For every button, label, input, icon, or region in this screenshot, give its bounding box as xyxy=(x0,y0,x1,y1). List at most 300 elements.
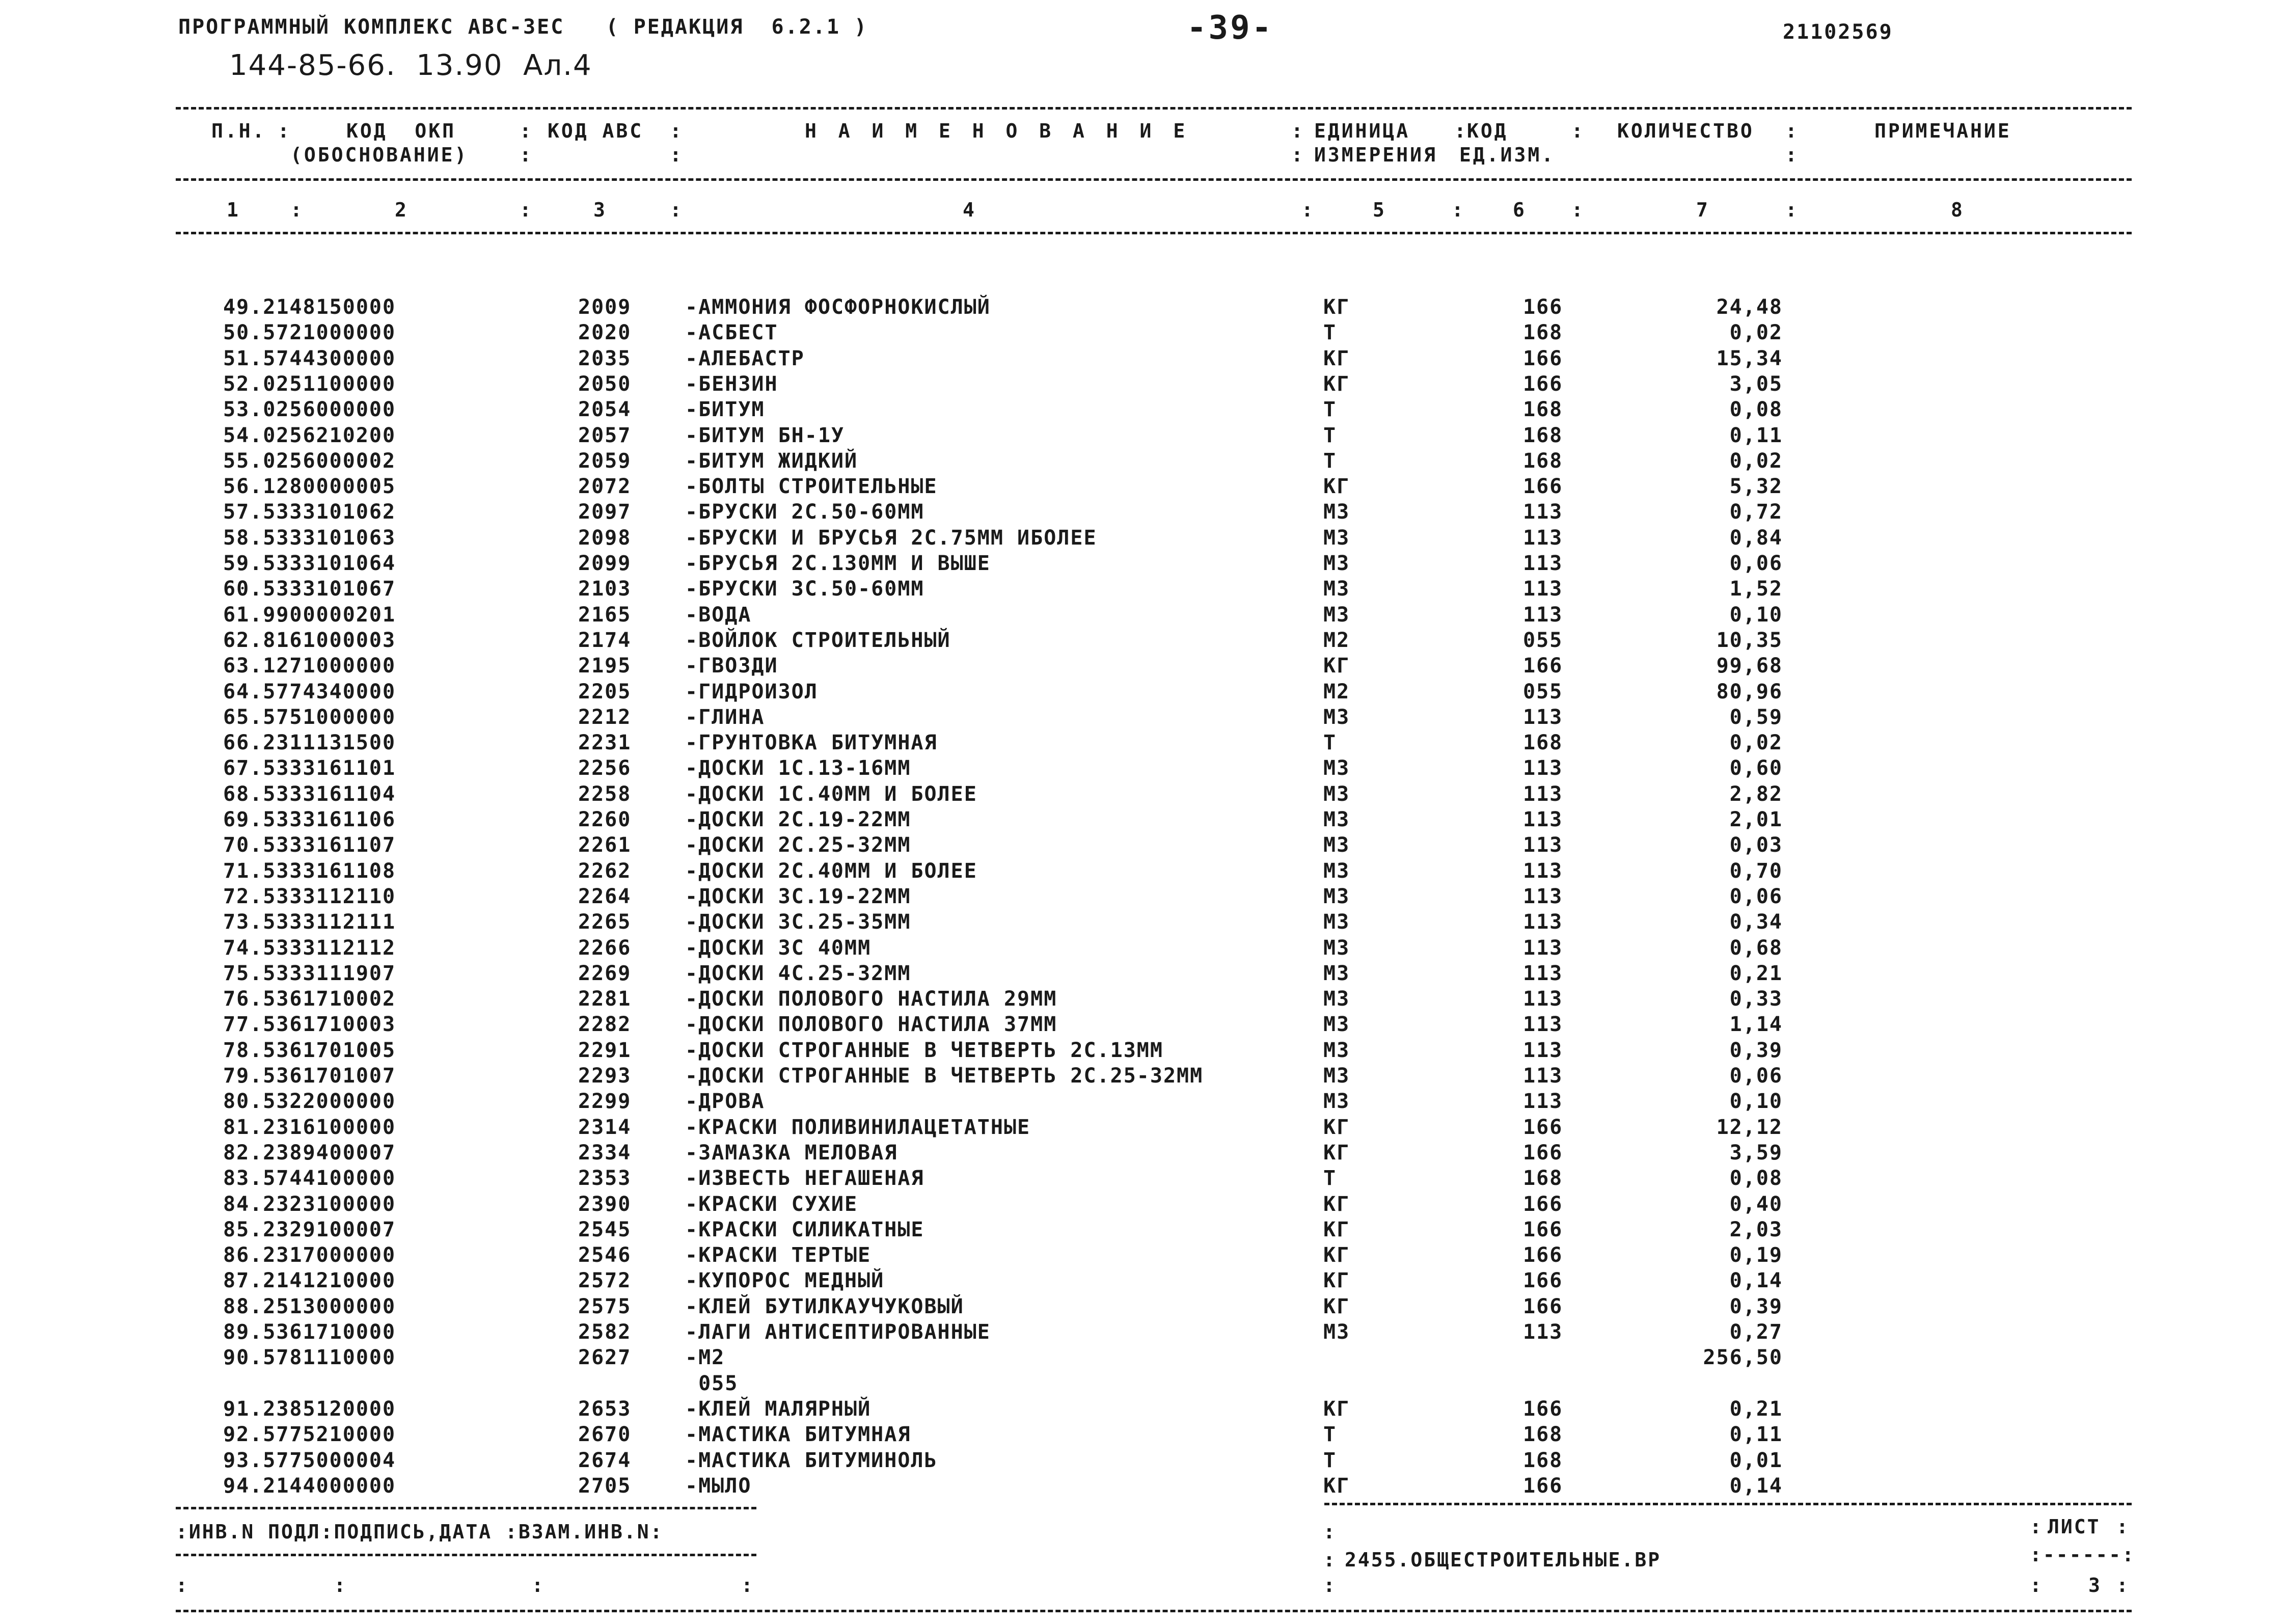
cell-name: -БОЛТЫ СТРОИТЕЛЬНЫЕ xyxy=(685,475,938,498)
cell-pn: 61.9900000201 xyxy=(223,603,396,627)
cell-qty: 2,82 xyxy=(1729,782,1783,806)
cell-unit: М3 xyxy=(1323,859,1350,883)
col-okp-header: КОД ОКП xyxy=(346,120,456,142)
col-num-3: 3 xyxy=(593,199,605,221)
cell-qty: 0,27 xyxy=(1729,1320,1783,1344)
table-row xyxy=(0,475,2286,500)
cell-ucode: 166 xyxy=(1523,1295,1563,1318)
table-row xyxy=(0,962,2286,987)
table-row xyxy=(0,680,2286,706)
cell-name: -ГЛИНА xyxy=(685,706,765,729)
cell-abc: 2264 xyxy=(578,885,632,908)
table-row xyxy=(0,782,2286,808)
cell-qty: 0,06 xyxy=(1729,885,1783,908)
cell-abc: 2165 xyxy=(578,603,632,627)
cell-abc: 2546 xyxy=(578,1243,632,1267)
table-row xyxy=(0,1295,2286,1320)
cell-qty: 0,02 xyxy=(1729,731,1783,754)
table-row xyxy=(0,1320,2286,1346)
cell-qty: 1,14 xyxy=(1729,1013,1783,1036)
cell-ucode: 113 xyxy=(1523,1320,1563,1344)
cell-name: -ГРУНТОВКА БИТУМНАЯ xyxy=(685,731,938,754)
cell-name: -МАСТИКА БИТУМНАЯ xyxy=(685,1423,911,1446)
cell-abc: 2269 xyxy=(578,962,632,985)
cell-ucode: 113 xyxy=(1523,756,1563,780)
cell-abc: 2266 xyxy=(578,936,632,960)
cell-abc: 2260 xyxy=(578,808,632,831)
cell-unit: М3 xyxy=(1323,1064,1350,1088)
cell-abc: 2072 xyxy=(578,475,632,498)
table-row xyxy=(0,577,2286,603)
cell-pn: 71.5333161108 xyxy=(223,859,396,883)
cell-name: -ДОСКИ 3С.25-35ММ xyxy=(685,910,911,934)
cell-unit: КГ xyxy=(1323,1295,1350,1318)
cell-name: -ДОСКИ 4С.25-32ММ xyxy=(685,962,911,985)
cell-qty: 0,01 xyxy=(1729,1449,1783,1472)
cell-unit: КГ xyxy=(1323,1218,1350,1241)
cell-abc: 2281 xyxy=(578,987,632,1011)
cell-unit: М3 xyxy=(1323,526,1350,550)
cell-pn: 50.5721000000 xyxy=(223,321,396,344)
table-row xyxy=(0,1269,2286,1294)
cell-ucode: 168 xyxy=(1523,1167,1563,1190)
section-title: 2455.ОБЩЕСТРОИТЕЛЬНЫЕ.ВР xyxy=(1345,1549,1662,1571)
cell-ucode: 113 xyxy=(1523,859,1563,883)
cell-unit: КГ xyxy=(1323,347,1350,370)
cell-pn: 86.2317000000 xyxy=(223,1243,396,1267)
col-ucode-header: КОД xyxy=(1467,120,1508,142)
cell-ucode: 055 xyxy=(1523,680,1563,703)
cell-pn: 54.0256210200 xyxy=(223,424,396,447)
cell-abc: 2575 xyxy=(578,1295,632,1318)
table-row xyxy=(0,885,2286,910)
cell-name: -ДОСКИ 2С.19-22ММ xyxy=(685,808,911,831)
cell-unit: Т xyxy=(1323,1167,1337,1190)
cell-qty: 0,60 xyxy=(1729,756,1783,780)
cell-name: -БИТУМ ЖИДКИЙ xyxy=(685,449,858,473)
cell-unit: М3 xyxy=(1323,577,1350,601)
cell-ucode: 166 xyxy=(1523,1397,1563,1421)
col-name-header: Н А И М Е Н О В А Н И Е xyxy=(805,120,1190,142)
rule-section-top xyxy=(1324,1503,2132,1505)
col-note-header: ПРИМЕЧАНИЕ xyxy=(1874,120,2011,142)
cell-unit: Т xyxy=(1323,449,1337,473)
cell-abc: 2261 xyxy=(578,833,632,857)
cell-name: -КРАСКИ СУХИЕ xyxy=(685,1193,858,1216)
cell-pn: 80.5322000000 xyxy=(223,1090,396,1113)
cell-qty: 3,05 xyxy=(1729,372,1783,396)
cell-pn: 59.5333101064 xyxy=(223,552,396,575)
sheet-label: ЛИСТ xyxy=(2048,1515,2101,1538)
rule-top xyxy=(176,107,2132,110)
cell-qty: 0,40 xyxy=(1729,1193,1783,1216)
cell-pn: 69.5333161106 xyxy=(223,808,396,831)
cell-unit: М3 xyxy=(1323,1320,1350,1344)
cell-ucode: 168 xyxy=(1523,731,1563,754)
cell-abc: 2258 xyxy=(578,782,632,806)
cell-name: -БРУСКИ 3С.50-60ММ xyxy=(685,577,924,601)
cell-pn: 93.5775000004 xyxy=(223,1449,396,1472)
cell-name: -КРАСКИ ТЕРТЫЕ xyxy=(685,1243,872,1267)
cell-abc: 2256 xyxy=(578,756,632,780)
cell-unit: М3 xyxy=(1323,808,1350,831)
cell-name: -КРАСКИ СИЛИКАТНЫЕ xyxy=(685,1218,924,1241)
cell-name: -КЛЕЙ БУТИЛКАУЧУКОВЫЙ xyxy=(685,1295,964,1318)
col-num-4: 4 xyxy=(963,199,974,221)
cell-unit: КГ xyxy=(1323,1116,1350,1139)
cell-ucode: 166 xyxy=(1523,1141,1563,1165)
cell-pn: 91.2385120000 xyxy=(223,1397,396,1421)
col-num-8: 8 xyxy=(1951,199,1963,221)
cell-ucode: 166 xyxy=(1523,1193,1563,1216)
cell-unit: КГ xyxy=(1323,1243,1350,1267)
col-ucode-subheader: ЕД.ИЗМ. xyxy=(1459,144,1556,166)
cell-abc: 2627 xyxy=(578,1346,632,1369)
cell-ucode: 168 xyxy=(1523,1449,1563,1472)
cell-pn: 64.5774340000 xyxy=(223,680,396,703)
table-row xyxy=(0,756,2286,782)
cell-unit: М3 xyxy=(1323,756,1350,780)
sheet-number: 3 xyxy=(2088,1574,2102,1596)
cell-abc: 2103 xyxy=(578,577,632,601)
cell-unit: М3 xyxy=(1323,706,1350,729)
cell-unit: Т xyxy=(1323,1423,1337,1446)
cell-unit: КГ xyxy=(1323,1269,1350,1292)
cell-abc: 2670 xyxy=(578,1423,632,1446)
cell-unit: М3 xyxy=(1323,1039,1350,1062)
cell-ucode: 168 xyxy=(1523,1423,1563,1446)
cell-unit: М2 xyxy=(1323,629,1350,652)
cell-name: -ДОСКИ СТРОГАННЫЕ В ЧЕТВЕРТЬ 2С.25-32ММ xyxy=(685,1064,1204,1088)
cell-abc: 2050 xyxy=(578,372,632,396)
cell-unit: М3 xyxy=(1323,936,1350,960)
cell-name: -МЫЛО xyxy=(685,1474,752,1498)
cell-ucode: 113 xyxy=(1523,910,1563,934)
cell-qty: 10,35 xyxy=(1716,629,1783,652)
cell-ucode: 168 xyxy=(1523,398,1563,421)
cell-unit: КГ xyxy=(1323,295,1350,319)
cell-ucode: 166 xyxy=(1523,347,1563,370)
cell-unit: Т xyxy=(1323,424,1337,447)
cell-qty: 15,34 xyxy=(1716,347,1783,370)
col-okp-subheader: (ОБОСНОВАНИЕ) xyxy=(290,144,469,166)
cell-unit: КГ xyxy=(1323,1193,1350,1216)
cell-pn: 68.5333161104 xyxy=(223,782,396,806)
cell-ucode: 166 xyxy=(1523,1243,1563,1267)
cell-qty: 0,02 xyxy=(1729,449,1783,473)
cell-ucode: 168 xyxy=(1523,321,1563,344)
cell-pn: 51.5744300000 xyxy=(223,347,396,370)
cell-name: -КУПОРОС МЕДНЫЙ xyxy=(685,1269,885,1292)
cell-pn: 55.0256000002 xyxy=(223,449,396,473)
cell-unit: М3 xyxy=(1323,833,1350,857)
cell-qty: 0,14 xyxy=(1729,1269,1783,1292)
table-row xyxy=(0,706,2286,731)
cell-pn: 58.5333101063 xyxy=(223,526,396,550)
cell-abc: 2353 xyxy=(578,1167,632,1190)
cell-abc: 2653 xyxy=(578,1397,632,1421)
cell-pn: 74.5333112112 xyxy=(223,936,396,960)
cell-unit: М3 xyxy=(1323,1090,1350,1113)
cell-pn: 82.2389400007 xyxy=(223,1141,396,1165)
col-num-7: 7 xyxy=(1696,199,1708,221)
stamp-fields: :ИНВ.N ПОДЛ:ПОДПИСЬ,ДАТА :ВЗАМ.ИНВ.N: xyxy=(176,1521,664,1543)
cell-name: -КЛЕЙ МАЛЯРНЫЙ xyxy=(685,1397,872,1421)
cell-pn: 77.5361710003 xyxy=(223,1013,396,1036)
cell-pn: 73.5333112111 xyxy=(223,910,396,934)
table-row xyxy=(0,936,2286,962)
cell-pn: 53.0256000000 xyxy=(223,398,396,421)
table-row xyxy=(0,1039,2286,1064)
col-unit-subheader: ИЗМЕРЕНИЯ xyxy=(1314,144,1437,166)
col-num-6: 6 xyxy=(1513,199,1525,221)
cell-ucode: 113 xyxy=(1523,526,1563,550)
col-pn-header: П.Н. xyxy=(211,120,266,142)
program-title: ПРОГРАММНЫЙ КОМПЛЕКС АВС-3ЕС ( РЕДАКЦИЯ 6.2.1 ) xyxy=(178,15,868,39)
cell-qty: 0,21 xyxy=(1729,962,1783,985)
table-row xyxy=(0,1141,2286,1167)
cell-unit: Т xyxy=(1323,1449,1337,1472)
cell-qty: 0,14 xyxy=(1729,1474,1783,1498)
cell-name: -АСБЕСТ xyxy=(685,321,778,344)
cell-abc: 2291 xyxy=(578,1039,632,1062)
cell-abc: 2174 xyxy=(578,629,632,652)
cell-name: -БРУСКИ 2С.50-60ММ xyxy=(685,500,924,524)
cell-qty: 0,70 xyxy=(1729,859,1783,883)
cell-name: -ДОСКИ 2С.40ММ И БОЛЕЕ xyxy=(685,859,977,883)
cell-qty: 80,96 xyxy=(1716,680,1783,703)
cell-name: 055 xyxy=(685,1372,739,1395)
cell-ucode: 113 xyxy=(1523,987,1563,1011)
cell-qty: 2,03 xyxy=(1729,1218,1783,1241)
cell-qty: 0,06 xyxy=(1729,552,1783,575)
table-row xyxy=(0,1346,2286,1371)
cell-qty: 24,48 xyxy=(1716,295,1783,319)
cell-pn: 49.2148150000 xyxy=(223,295,396,319)
cell-unit: М3 xyxy=(1323,603,1350,627)
cell-ucode: 113 xyxy=(1523,706,1563,729)
table-row xyxy=(0,1167,2286,1192)
cell-abc: 2314 xyxy=(578,1116,632,1139)
cell-name: -БРУСЬЯ 2С.130ММ И ВЫШЕ xyxy=(685,552,991,575)
cell-abc: 2195 xyxy=(578,654,632,678)
table-row xyxy=(0,526,2286,552)
cell-pn: 60.5333101067 xyxy=(223,577,396,601)
cell-pn: 65.5751000000 xyxy=(223,706,396,729)
cell-abc: 2097 xyxy=(578,500,632,524)
cell-abc: 2282 xyxy=(578,1013,632,1036)
cell-qty: 0,84 xyxy=(1729,526,1783,550)
table-row xyxy=(0,321,2286,346)
cell-ucode: 166 xyxy=(1523,295,1563,319)
table-row xyxy=(0,629,2286,654)
cell-unit: М3 xyxy=(1323,910,1350,934)
table-row xyxy=(0,603,2286,629)
cell-pn: 88.2513000000 xyxy=(223,1295,396,1318)
cell-qty: 0,06 xyxy=(1729,1064,1783,1088)
cell-ucode: 113 xyxy=(1523,577,1563,601)
table-row xyxy=(0,372,2286,398)
table-row xyxy=(0,1013,2286,1038)
cell-abc: 2265 xyxy=(578,910,632,934)
cell-unit: М3 xyxy=(1323,885,1350,908)
cell-name: -ГИДРОИЗОЛ xyxy=(685,680,818,703)
cell-unit: КГ xyxy=(1323,1397,1350,1421)
cell-name: -ДРОВА xyxy=(685,1090,765,1113)
cell-name: -ДОСКИ ПОЛОВОГО НАСТИЛА 37ММ xyxy=(685,1013,1057,1036)
cell-unit: М3 xyxy=(1323,782,1350,806)
cell-ucode: 113 xyxy=(1523,885,1563,908)
cell-ucode: 113 xyxy=(1523,782,1563,806)
cell-name: -БРУСКИ И БРУСЬЯ 2С.75ММ ИБОЛЕЕ xyxy=(685,526,1097,550)
table-row xyxy=(0,347,2286,372)
cell-abc: 2212 xyxy=(578,706,632,729)
stamp-empty-cells: : : : xyxy=(176,1574,545,1596)
cell-pn: 84.2323100000 xyxy=(223,1193,396,1216)
rule-stamp-top xyxy=(176,1507,756,1509)
cell-pn: 85.2329100007 xyxy=(223,1218,396,1241)
cell-qty: 5,32 xyxy=(1729,475,1783,498)
page-number: -39- xyxy=(1187,9,1274,47)
cell-unit: КГ xyxy=(1323,372,1350,396)
cell-abc: 2099 xyxy=(578,552,632,575)
table-row xyxy=(0,833,2286,859)
col-num-2: 2 xyxy=(395,199,406,221)
cell-name: -ЛАГИ АНТИСЕПТИРОВАННЫЕ xyxy=(685,1320,991,1344)
table-row xyxy=(0,987,2286,1013)
table-row xyxy=(0,1423,2286,1448)
cell-ucode: 113 xyxy=(1523,833,1563,857)
table-row xyxy=(0,552,2286,577)
cell-unit: Т xyxy=(1323,398,1337,421)
rule-header-bottom xyxy=(176,178,2132,181)
table-row xyxy=(0,1090,2286,1115)
cell-abc: 2582 xyxy=(578,1320,632,1344)
cell-qty: 0,10 xyxy=(1729,1090,1783,1113)
cell-abc: 2020 xyxy=(578,321,632,344)
cell-unit: Т xyxy=(1323,321,1337,344)
cell-abc: 2205 xyxy=(578,680,632,703)
cell-name: -ДОСКИ ПОЛОВОГО НАСТИЛА 29ММ xyxy=(685,987,1057,1011)
cell-qty: 0,34 xyxy=(1729,910,1783,934)
cell-qty: 0,11 xyxy=(1729,424,1783,447)
cell-abc: 2545 xyxy=(578,1218,632,1241)
cell-ucode: 166 xyxy=(1523,475,1563,498)
cell-name: -БИТУМ БН-1У xyxy=(685,424,845,447)
table-row xyxy=(0,1064,2286,1090)
cell-unit: М2 xyxy=(1323,680,1350,703)
cell-unit: М3 xyxy=(1323,1013,1350,1036)
table-row xyxy=(0,654,2286,680)
cell-pn: 62.8161000003 xyxy=(223,629,396,652)
table-row xyxy=(0,1116,2286,1141)
cell-ucode: 166 xyxy=(1523,1474,1563,1498)
document-code: 21102569 xyxy=(1783,20,1893,44)
cell-unit: М3 xyxy=(1323,552,1350,575)
cell-ucode: 113 xyxy=(1523,1090,1563,1113)
cell-pn: 79.5361701007 xyxy=(223,1064,396,1088)
cell-pn: 57.5333101062 xyxy=(223,500,396,524)
cell-name: -БЕНЗИН xyxy=(685,372,778,396)
cell-unit: КГ xyxy=(1323,654,1350,678)
table-row xyxy=(0,449,2286,475)
cell-pn: 87.2141210000 xyxy=(223,1269,396,1292)
table-row xyxy=(0,1193,2286,1218)
cell-unit: КГ xyxy=(1323,475,1350,498)
cell-unit: КГ xyxy=(1323,1141,1350,1165)
cell-ucode: 113 xyxy=(1523,808,1563,831)
cell-abc: 2009 xyxy=(578,295,632,319)
cell-qty: 0,03 xyxy=(1729,833,1783,857)
cell-pn: 83.5744100000 xyxy=(223,1167,396,1190)
cell-pn: 63.1271000000 xyxy=(223,654,396,678)
cell-abc: 2231 xyxy=(578,731,632,754)
cell-ucode: 113 xyxy=(1523,1064,1563,1088)
cell-ucode: 166 xyxy=(1523,1116,1563,1139)
cell-qty: 0,72 xyxy=(1729,500,1783,524)
cell-qty: 3,59 xyxy=(1729,1141,1783,1165)
table-row xyxy=(0,1449,2286,1474)
col-num-5: 5 xyxy=(1373,199,1384,221)
cell-name: -ДОСКИ 2С.25-32ММ xyxy=(685,833,911,857)
cell-name: -ДОСКИ 3С 40ММ xyxy=(685,936,872,960)
cell-abc: 2035 xyxy=(578,347,632,370)
cell-name: -БИТУМ xyxy=(685,398,765,421)
cell-pn: 75.5333111907 xyxy=(223,962,396,985)
table-row xyxy=(0,1372,2286,1397)
cell-name: -ДОСКИ СТРОГАННЫЕ В ЧЕТВЕРТЬ 2С.13ММ xyxy=(685,1039,1163,1062)
rule-bottom xyxy=(176,1610,2132,1612)
cell-qty: 0,02 xyxy=(1729,321,1783,344)
cell-qty: 0,08 xyxy=(1729,398,1783,421)
cell-ucode: 113 xyxy=(1523,500,1563,524)
cell-abc: 2059 xyxy=(578,449,632,473)
cell-pn: 81.2316100000 xyxy=(223,1116,396,1139)
cell-qty: 0,59 xyxy=(1729,706,1783,729)
cell-pn: 89.5361710000 xyxy=(223,1320,396,1344)
handwritten-note: 144-85-66. 13.90 Ал.4 xyxy=(229,49,592,82)
cell-abc: 2390 xyxy=(578,1193,632,1216)
cell-abc: 2293 xyxy=(578,1064,632,1088)
cell-pn: 70.5333161107 xyxy=(223,833,396,857)
cell-qty: 2,01 xyxy=(1729,808,1783,831)
cell-qty: 0,08 xyxy=(1729,1167,1783,1190)
cell-abc: 2098 xyxy=(578,526,632,550)
cell-ucode: 055 xyxy=(1523,629,1563,652)
cell-qty: 99,68 xyxy=(1716,654,1783,678)
cell-qty: 1,52 xyxy=(1729,577,1783,601)
cell-unit: М3 xyxy=(1323,962,1350,985)
cell-name: -ВОЙЛОК СТРОИТЕЛЬНЫЙ xyxy=(685,629,951,652)
cell-qty: 0,19 xyxy=(1729,1243,1783,1267)
rule-column-numbers xyxy=(176,232,2132,234)
table-row xyxy=(0,1474,2286,1500)
cell-ucode: 166 xyxy=(1523,1269,1563,1292)
cell-ucode: 166 xyxy=(1523,372,1563,396)
table-row xyxy=(0,295,2286,321)
cell-qty: 12,12 xyxy=(1716,1116,1783,1139)
cell-name: -М2 xyxy=(685,1346,725,1369)
cell-unit: М3 xyxy=(1323,987,1350,1011)
cell-abc: 2057 xyxy=(578,424,632,447)
cell-qty: 0,21 xyxy=(1729,1397,1783,1421)
cell-ucode: 166 xyxy=(1523,1218,1563,1241)
table-row xyxy=(0,808,2286,833)
cell-name: -ГВОЗДИ xyxy=(685,654,778,678)
cell-qty: 0,39 xyxy=(1729,1039,1783,1062)
table-row xyxy=(0,500,2286,526)
col-unit-header: ЕДИНИЦА xyxy=(1314,120,1410,142)
